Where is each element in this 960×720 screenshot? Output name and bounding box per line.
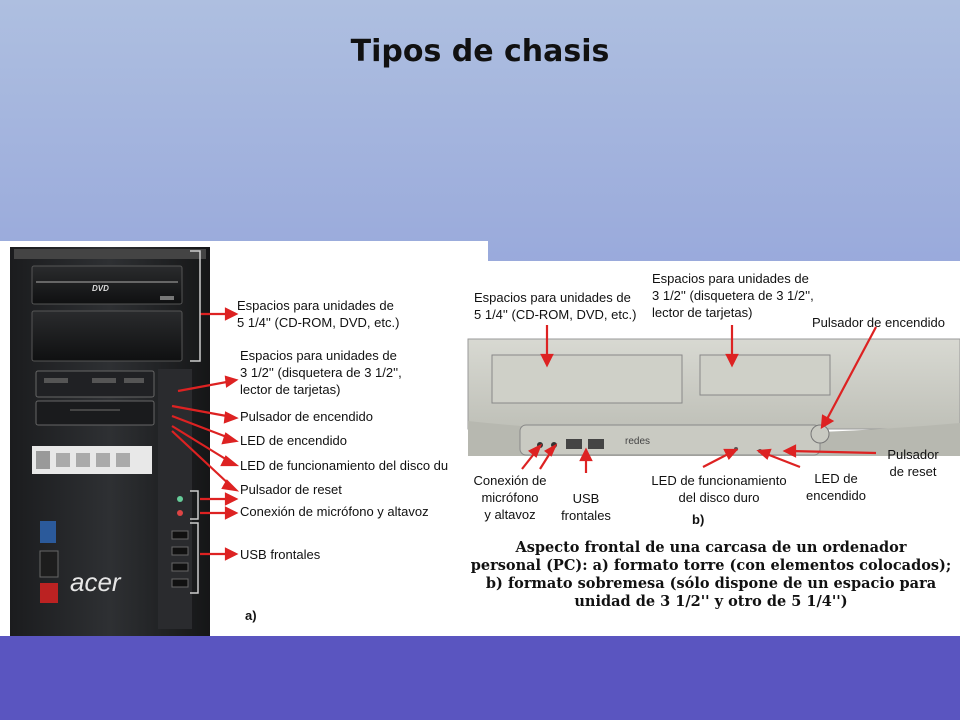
acer-logo: acer [70, 567, 121, 597]
figure-caption [466, 539, 956, 611]
b-label-525-1: Espacios para unidades de [474, 290, 631, 305]
caption-line-3: b) formato sobremesa (sólo dispone de un espacio para [485, 575, 937, 592]
label-power-button: Pulsador de encendido [240, 409, 373, 424]
b-label-audio-1: Conexión de [473, 473, 547, 488]
b-label-hdd-led-1: LED de funcionamiento [651, 473, 787, 488]
b-label-usb-2: frontales [561, 508, 611, 523]
b-label-35-2: 3 1/2'' (disquetera de 3 1/2'', [652, 288, 814, 303]
label-usb-front: USB frontales [240, 547, 321, 562]
b-label-reset-2: de reset [889, 464, 937, 479]
b-label-525-2: 5 1/4'' (CD-ROM, DVD, etc.) [474, 307, 637, 322]
b-label-reset-1: Pulsador [887, 447, 939, 462]
label-35-bays-2: 3 1/2'' (disquetera de 3 1/2'', [240, 365, 402, 380]
label-power-led: LED de encendido [240, 433, 347, 448]
label-35-bays-1: Espacios para unidades de [240, 348, 397, 363]
label-part-b: b) [692, 512, 705, 527]
label-35-bays-3: lector de tarjetas) [240, 382, 341, 397]
b-label-power-led-1: LED de [814, 471, 858, 486]
dvd-badge: DVD [92, 284, 109, 293]
caption-line-4: unidad de 3 1/2'' y otro de 5 1/4'') [574, 593, 848, 610]
label-525-bays-2: 5 1/4'' (CD-ROM, DVD, etc.) [237, 315, 400, 330]
b-label-usb-1: USB [572, 491, 600, 506]
b-label-hdd-led-2: del disco duro [678, 490, 760, 505]
b-label-power-button: Pulsador de encendido [812, 315, 945, 330]
chassis-figure [0, 241, 960, 636]
slide-title: Tipos de chasis [350, 34, 610, 69]
b-label-35-3: lector de tarjetas) [652, 305, 753, 320]
label-part-a: a) [245, 608, 257, 623]
redes-logo: redes [625, 436, 651, 447]
caption-line-2: personal (PC): a) formato torre (con elementos colocados); [470, 557, 952, 574]
label-audio-jacks: Conexión de micrófono y altavoz [240, 504, 429, 519]
caption-line-1: Aspecto frontal de una carcasa de un ordenador [515, 539, 907, 556]
label-hdd-led: LED de funcionamiento del disco du [240, 458, 449, 473]
b-label-audio-3: y altavoz [484, 507, 536, 522]
b-label-35-1: Espacios para unidades de [652, 271, 809, 286]
label-reset-button: Pulsador de reset [240, 482, 342, 497]
b-label-power-led-2: encendido [806, 488, 866, 503]
bottom-band [0, 636, 960, 720]
b-label-audio-2: micrófono [481, 490, 539, 505]
label-525-bays-1: Espacios para unidades de [237, 298, 394, 313]
